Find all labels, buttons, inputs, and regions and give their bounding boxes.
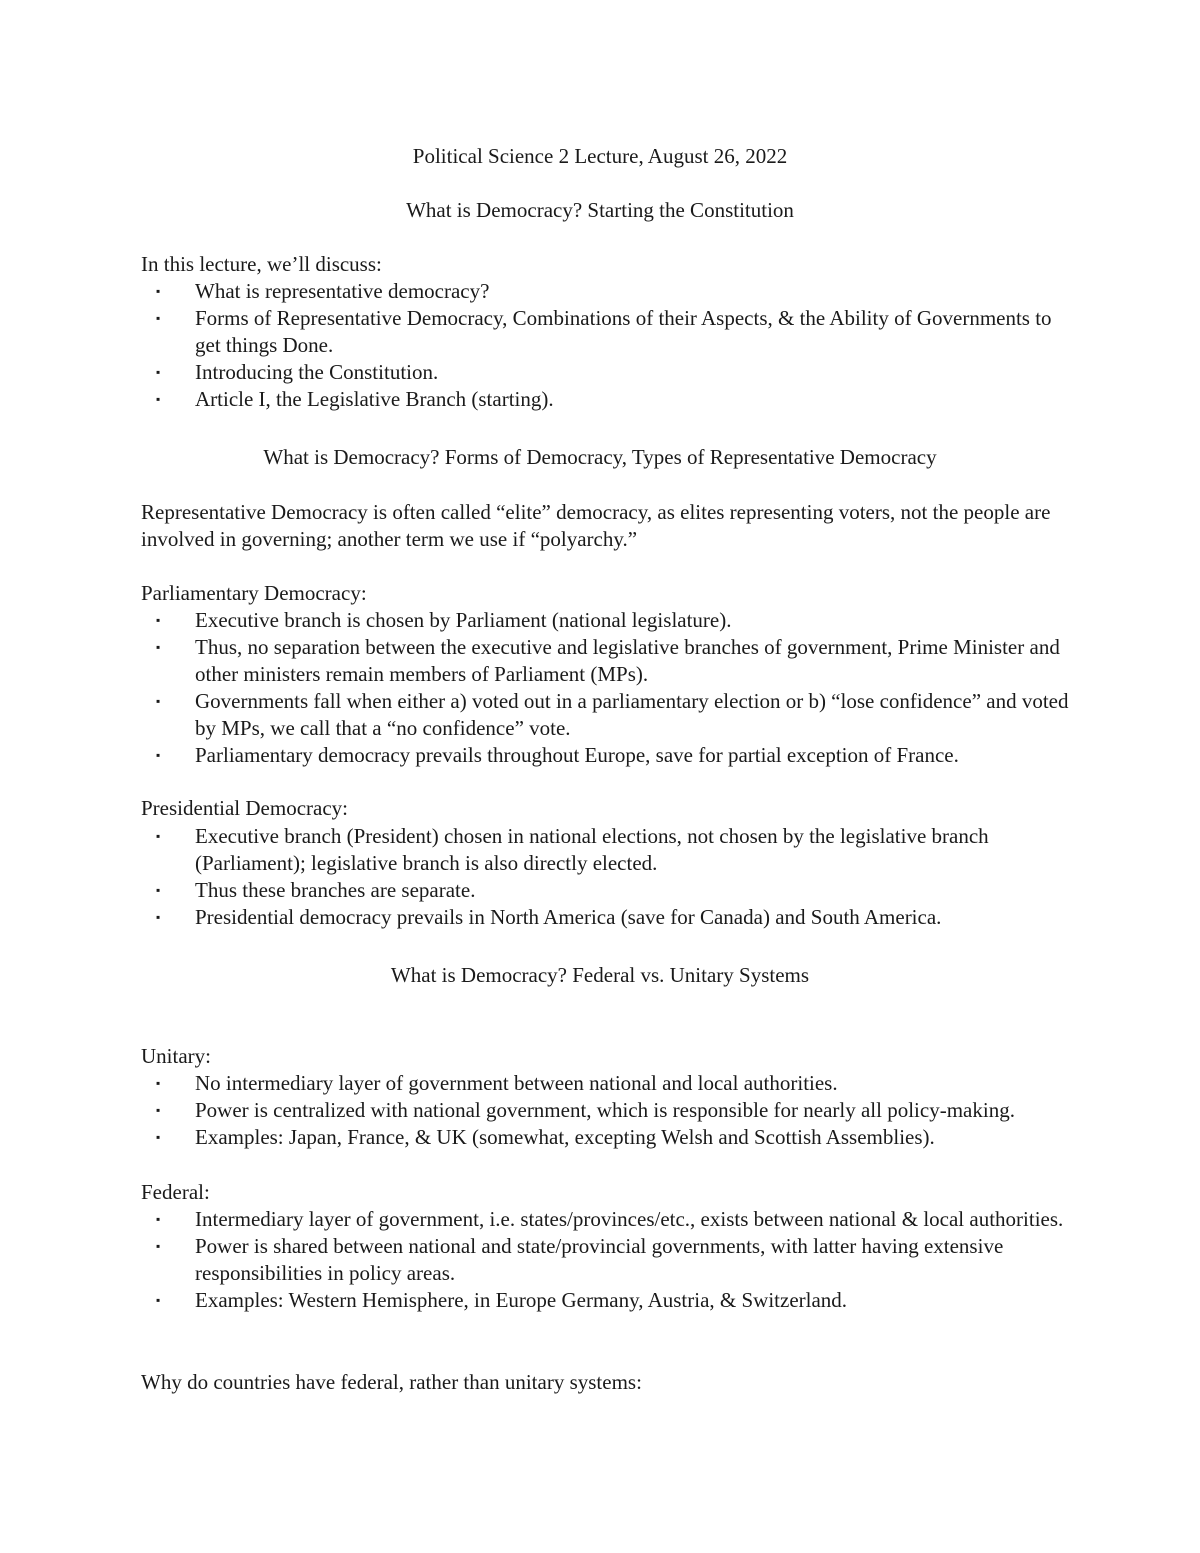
section-heading-starting-constitution: What is Democracy? Starting the Constitution: [406, 198, 794, 222]
closing-question: Why do countries have federal, rather than unitary systems:: [141, 1370, 642, 1394]
bullet-icon: ▪: [156, 392, 161, 406]
list-item: ▪ Thus, no separation between the executive and legislative branches of government, Prime Minister and other ministers remain members of Parliament (MPs).: [156, 635, 1060, 686]
bullet-icon: ▪: [156, 748, 161, 762]
list-item: ▪ Examples: Western Hemisphere, in Europe Germany, Austria, & Switzerland.: [156, 1288, 848, 1312]
unitary-list: [141, 1070, 1071, 1151]
intro-text: In this lecture, we’ll discuss:: [141, 252, 382, 276]
bullet-icon: ▪: [156, 1103, 161, 1117]
bullet-icon: ▪: [156, 1130, 161, 1144]
list-item: ▪ Forms of Representative Democracy, Combinations of their Aspects, & the Ability of Governments to get things Done.: [156, 306, 1052, 357]
list-item: ▪ Governments fall when either a) voted out in a parliamentary election or b) “lose confidence” and voted by MPs, we call that a “no confidence” vote.: [156, 689, 1069, 740]
bullet-icon: ▪: [156, 311, 161, 325]
list-item: ▪ Executive branch is chosen by Parliament (national legislature).: [156, 608, 732, 632]
bullet-icon: ▪: [156, 613, 161, 627]
bullet-icon: ▪: [156, 829, 161, 843]
list-item: ▪ Introducing the Constitution.: [156, 360, 439, 384]
list-item: ▪ Examples: Japan, France, & UK (somewhat, excepting Welsh and Scottish Assemblies).: [156, 1125, 935, 1149]
parliamentary-list: [141, 607, 1071, 769]
presidential-list: [141, 823, 1071, 931]
list-item: ▪ Intermediary layer of government, i.e. states/provinces/etc., exists between national & local authorities.: [156, 1207, 1064, 1231]
list-item: ▪ Thus these branches are separate.: [156, 878, 476, 902]
bullet-icon: ▪: [156, 1293, 161, 1307]
bullet-icon: ▪: [156, 1076, 161, 1090]
section-heading-forms-of-democracy: What is Democracy? Forms of Democracy, Types of Representative Democracy: [263, 445, 937, 469]
list-item: ▪ What is representative democracy?: [156, 279, 490, 303]
intro-list: [141, 278, 1071, 413]
federal-label: Federal:: [141, 1180, 210, 1204]
list-item: ▪ Parliamentary democracy prevails throughout Europe, save for partial exception of France.: [156, 743, 959, 767]
document-title: Political Science 2 Lecture, August 26, 2022: [412, 144, 788, 168]
list-item: ▪ No intermediary layer of government between national and local authorities.: [156, 1071, 838, 1095]
parliamentary-democracy-label: Parliamentary Democracy:: [141, 581, 367, 605]
federal-list: [141, 1206, 1071, 1314]
bullet-icon: ▪: [156, 284, 161, 298]
bullet-icon: ▪: [156, 883, 161, 897]
list-item: ▪ Power is centralized with national government, which is responsible for nearly all policy-making.: [156, 1098, 1015, 1122]
bullet-icon: ▪: [156, 365, 161, 379]
list-item: ▪ Executive branch (President) chosen in national elections, not chosen by the legislative branch (Parliament); legislative branch is also directly elected.: [156, 824, 989, 875]
unitary-label: Unitary:: [141, 1044, 211, 1068]
bullet-icon: ▪: [156, 694, 161, 708]
presidential-democracy-label: Presidential Democracy:: [141, 796, 349, 820]
bullet-icon: ▪: [156, 910, 161, 924]
bullet-icon: ▪: [156, 1212, 161, 1226]
representative-democracy-paragraph: Representative Democracy is often called “elite” democracy, as elites representing voters, not the people are involved in governing; another term we use if “polyarchy.”: [141, 500, 1051, 551]
list-item: ▪ Power is shared between national and state/provincial governments, with latter having extensive responsibilities in policy areas.: [156, 1234, 1004, 1285]
section-heading-federal-vs-unitary: What is Democracy? Federal vs. Unitary Systems: [390, 963, 810, 987]
list-item: ▪ Article I, the Legislative Branch (starting).: [156, 387, 554, 411]
list-item: ▪ Presidential democracy prevails in North America (save for Canada) and South America.: [156, 905, 942, 929]
bullet-icon: ▪: [156, 640, 161, 654]
bullet-icon: ▪: [156, 1239, 161, 1253]
